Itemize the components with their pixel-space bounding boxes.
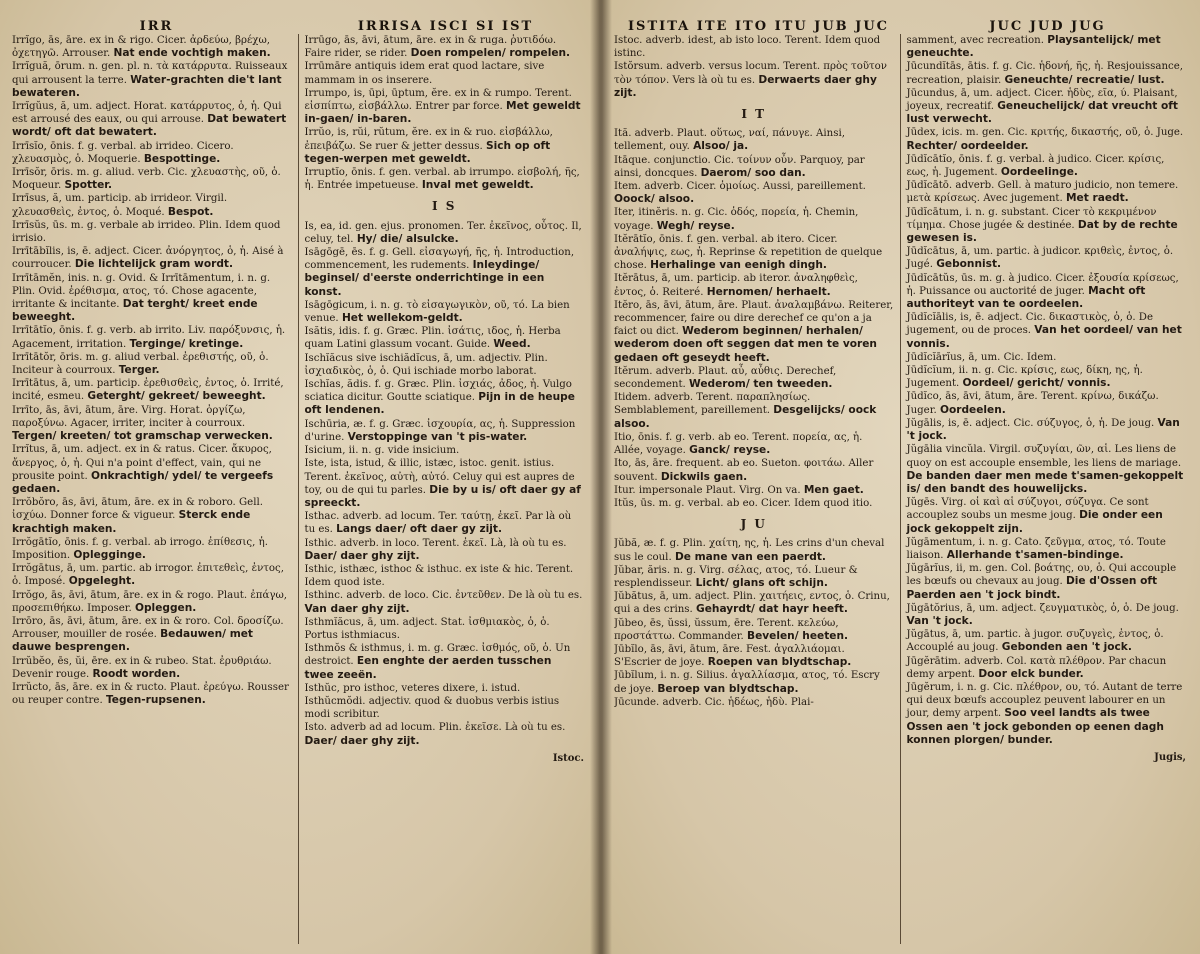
dictionary-entry	[12, 192, 292, 218]
entry-latin-french-text: Irrītātŏr, ōris. m. g. aliud verbal. ἐρεθιστής, οῦ, ὁ. Inciteur à courroux.	[12, 351, 269, 377]
entry-dutch-gloss: De mane van een paerdt.	[674, 550, 826, 563]
entry-dutch-gloss: Men gaet.	[803, 483, 864, 496]
dictionary-entry	[12, 100, 292, 140]
entry-latin-french-text: Irrītātĭo, ōnis. f. g. verb. ab irrito. Liv. παρόξυνσις, ἡ. Agacement, irritation.	[12, 325, 286, 350]
right-column-1	[614, 34, 900, 944]
entry-latin-french-text: Irrōro, ās, āvi, ātum, āre. ex in & roro. Col. δροσίζω. Arrouser, mouiller de rosée.	[12, 615, 284, 641]
entry-dutch-gloss: Inleydinge/ beginsel/ d'eerste onderrichtinge in een konst.	[304, 259, 545, 298]
entry-dutch-gloss: Dat terght/ kreet ende beweeght.	[12, 298, 258, 324]
entry-latin-french-text: Jūdĭcātus, ā, um. partic. à judicor. κριθεὶς, ἐντος, ὁ. Jugé.	[906, 246, 1174, 271]
entry-dutch-gloss: De banden daer men mede t'samen-gekoppelt is/ den bandt des houwelijcks.	[906, 469, 1184, 495]
dictionary-entry	[305, 537, 585, 563]
right-header-1: ISTITA ITE ITO ITU JUB JUC	[627, 19, 890, 34]
dictionary-entry	[12, 351, 292, 377]
dictionary-entry	[614, 272, 894, 298]
entry-dutch-gloss: Licht/ glans oft schijn.	[695, 576, 828, 589]
dictionary-entry	[12, 219, 292, 245]
dictionary-entry	[12, 60, 292, 100]
section-heading: J U	[740, 517, 767, 532]
entry-latin-french-text: Isthic, isthæc, isthoc & isthuc. ex iste & hic. Terent. Idem quod iste.	[304, 563, 574, 589]
dictionary-entry	[907, 179, 1187, 205]
dictionary-entry	[305, 325, 585, 351]
entry-dutch-gloss: Oplegginge.	[73, 548, 146, 561]
entry-dutch-gloss: Die by u is/ oft daer gy af spreeckt.	[304, 483, 581, 509]
dictionary-entry	[614, 180, 894, 206]
dictionary-entry	[614, 484, 894, 497]
dictionary-entry	[907, 443, 1187, 496]
entry-dutch-gloss: Geneuchelijck/ dat vreucht oft lust verwecht.	[906, 100, 1178, 126]
dictionary-entry	[614, 206, 894, 232]
entry-dutch-gloss: Alsoo/ ja.	[693, 140, 749, 153]
entry-latin-french-text: Isthŭcmŏdi. adjectiv. quod & duobus verbis istius modi scribitur.	[304, 695, 560, 721]
entry-dutch-gloss: Dickwils gaen.	[660, 470, 748, 483]
entry-dutch-gloss: Oordeelen.	[939, 403, 1006, 416]
entry-dutch-gloss: Bespottinge.	[143, 152, 221, 165]
dictionary-entry	[614, 299, 894, 365]
dictionary-entry	[12, 377, 292, 403]
entry-dutch-gloss: Daer/ daer ghy zijt.	[304, 734, 420, 747]
dictionary-entry	[907, 34, 1187, 60]
dictionary-entry	[907, 655, 1187, 681]
dictionary-entry	[305, 457, 585, 510]
entry-latin-french-text: Irrŏgātus, ā, um. partic. ab irrogor. ἐπιτεθεὶς, ἐντος, ὁ. Imposé.	[12, 563, 284, 588]
entry-latin-french-text: Jūcundus, ā, um. adject. Cicer. ἡδὺς, εῖα, ύ. Plaisant, joyeux, recreatif.	[906, 87, 1178, 113]
entry-dutch-gloss: Tegen-rupsenen.	[105, 694, 206, 707]
entry-latin-french-text: Irrītātus, ā, um. particip. ἐρεθισθεὶς, ἐντος, ὁ. Irrité, incité, esmeu.	[12, 378, 284, 403]
dictionary-entry	[305, 126, 585, 166]
dictionary-entry	[305, 60, 585, 86]
entry-dutch-gloss: Wegh/ reyse.	[656, 219, 735, 232]
entry-latin-french-text: Jŭgālis, is, ē. adject. Cic. σύζυγος, ὁ, ἡ. De joug.	[906, 417, 1155, 429]
entry-latin-french-text: Itŭs, ūs. m. g. verbal. ab eo. Cicer. Idem quod itio.	[614, 497, 873, 509]
entry-latin-french-text: Irrīsŭs, ūs. m. g. verbale ab irrideo. Plin. Idem quod irrisio.	[12, 219, 281, 245]
entry-latin-french-text: Jŭbeo, ēs, ŭssi, ŭssum, ēre. Terent. κελεύω, προστάττω. Commander.	[614, 617, 839, 642]
entry-latin-french-text: Isthic. adverb. in loco. Terent. ἐκεῖ. Là, là où tu es.	[304, 537, 567, 549]
dictionary-entry	[12, 166, 292, 192]
entry-latin-french-text: Ită. adverb. Plaut. οὕτως, ναί, πάνυγε. Ainsi, tellement, ouy.	[614, 128, 845, 153]
entry-latin-french-text: Irrŏbŏro, ās, āvi, ātum, āre. ex in & roboro. Gell. ἰσχύω. Donner force & vigueur.	[12, 497, 263, 522]
entry-latin-french-text: Ischūria, æ. f. g. Græc. ἰσχουρία, ας, ἡ. Suppression d'urine.	[304, 418, 576, 443]
entry-latin-french-text: Irrīto, ās, āvi, ātum, āre. Virg. Horat. ὀργίζω, παροξύνω. Agacer, irriter, inciter à courroux.	[12, 404, 246, 429]
right-running-head	[614, 8, 1192, 34]
entry-dutch-gloss: Onkrachtigh/ ydel/ te vergeefs gedaen.	[12, 469, 274, 495]
left-column-1	[12, 34, 298, 944]
dictionary-entry	[305, 166, 585, 192]
entry-latin-french-text: Isicium, ii. n. g. vide insicium.	[304, 445, 460, 457]
entry-latin-french-text: Irrŭo, is, rŭi, rŭtum, ĕre. ex in & ruo. εἰσβάλλω, ἐπειβάζω. Se ruer & jetter dessus.	[304, 127, 553, 152]
dictionary-entry	[907, 351, 1187, 364]
entry-latin-french-text: Jŭgālia vincŭla. Virgil. συζυγίαι, ῶν, αἱ. Les liens de quoy on est accouple ensemble, les liens de mariage.	[906, 444, 1182, 469]
entry-latin-french-text: Irrŏgo, ās, āvi, ātum, āre. ex in & rogo. Plaut. ἐπάγω, προσεπιθήκω. Imposer.	[12, 589, 288, 614]
dictionary-entry	[305, 378, 585, 418]
dictionary-entry	[614, 154, 894, 180]
entry-latin-french-text: Ischĭăcus sive ischiădĭcus, ā, um. adjectiv. Plin. ἰσχιαδικὸς, ὁ, ὁ. Qui ischiade morbo laborat.	[304, 352, 548, 377]
entry-dutch-gloss: Doen rompelen/ rompelen.	[410, 47, 571, 60]
entry-latin-french-text: Isthinc. adverb. de loco. Cic. ἐντεῦθεν. De là où tu es.	[304, 590, 583, 602]
dictionary-entry	[305, 34, 585, 60]
dictionary-entry	[614, 537, 894, 563]
entry-latin-french-text: Jŭgātus, ā, um. partic. à jugor. συζυγεὶς, ἐντος, ὁ. Accouplé au joug.	[906, 629, 1164, 654]
dictionary-entry	[12, 655, 292, 681]
dictionary-entry	[907, 245, 1187, 271]
section-heading: I S	[432, 199, 457, 214]
dictionary-entry	[12, 272, 292, 325]
dictionary-entry	[305, 418, 585, 444]
dictionary-entry	[907, 390, 1187, 416]
dictionary-entry	[305, 695, 585, 721]
entry-latin-french-text: Jūdĭco, ās, āvi, ātum, āre. Terent. κρίνω, δικάζω. Juger.	[906, 391, 1159, 416]
entry-latin-french-text: Itidem. adverb. Terent. παραπλησίως. Semblablement, pareillement.	[614, 392, 811, 417]
entry-latin-french-text: Irrūgo, ās, āvi, ātum, āre. ex in & ruga. ῥυτιδόω. Faire rider, se rider.	[304, 35, 557, 60]
dictionary-entry	[305, 721, 585, 747]
entry-dutch-gloss: Spotter.	[64, 179, 113, 192]
entry-dutch-gloss: Verstoppinge van 't pis-water.	[347, 430, 528, 443]
dictionary-entry	[614, 696, 894, 709]
entry-dutch-gloss: Gebonnist.	[936, 258, 1002, 271]
dictionary-entry	[614, 233, 894, 273]
entry-latin-french-text: Jūgĕrum, i. n. g. Cic. πλέθρον, ου, τό. Autant de terre qui deux bœufs accouplez peuvent labourer en un jour, demy arpent.	[906, 681, 1183, 720]
dictionary-entry	[305, 87, 585, 127]
dictionary-entry	[12, 34, 292, 60]
entry-dutch-gloss: Allerhande t'samen-bindinge.	[946, 548, 1124, 561]
dictionary-entry	[614, 617, 894, 643]
dictionary-entry	[12, 681, 292, 707]
entry-latin-french-text: samment, avec recreation.	[906, 35, 1044, 46]
left-catchword: Istoc.	[552, 752, 584, 764]
entry-latin-french-text: Isāgōgē, ēs. f. g. Gell. εἰσαγωγή, ῆς, ἡ. Introduction, commencement, les rudements.	[304, 247, 575, 272]
entry-latin-french-text: Irrĭtus, ā, um. adject. ex in & ratus. Cicer. ἄκυρος, ἄνεργος, ὁ, ἡ. Qui n'a point d'effect, vain, qui ne prousite point.	[12, 444, 272, 482]
right-catchword: Jugis,	[1154, 751, 1186, 763]
entry-latin-french-text: Itĕro, ās, āvi, ātum, āre. Plaut. ἀναλαμβάνω. Reiterer, recommencer, faire ou dire derechef ce qu'on a ja faict ou dict.	[614, 299, 894, 338]
entry-dutch-gloss: Met raedt.	[1066, 192, 1129, 205]
right-page	[596, 0, 1200, 954]
entry-dutch-gloss: Hy/ die/ alsulcke.	[356, 232, 459, 245]
entry-dutch-gloss: Hernomen/ herhaelt.	[706, 285, 831, 298]
entry-latin-french-text: Jūcundĭtās, ātis. f. g. Cic. ἡδονή, ῆς, ἡ. Resjouissance, recreation, plaisir.	[906, 61, 1183, 86]
entry-latin-french-text: Itio, ōnis. f. g. verb. ab eo. Terent. πορεία, ας, ἡ. Allée, voyage.	[614, 431, 863, 457]
entry-latin-french-text: Itĕrum. adverb. Plaut. αὖ, αὖθις. Derechef, secondement.	[614, 365, 837, 391]
dictionary-entry	[12, 245, 292, 271]
entry-latin-french-text: Isătis, idis. f. g. Græc. Plin. ἰσάτις, ιδος, ἡ. Herba quam Latini glassum vocant. Guide.	[304, 326, 561, 351]
entry-latin-french-text: Isāgōgicum, i. n. g. τὸ εἰσαγωγικὸν, οῦ, τό. La bien venue.	[304, 299, 570, 325]
entry-dutch-gloss: Die d'Ossen oft Paerden aen 't jock bindt.	[906, 575, 1158, 601]
entry-latin-french-text: Jŭgāmentum, i. n. g. Cato. ζεῦγμα, ατος, τό. Toute liaison.	[906, 536, 1166, 561]
entry-latin-french-text: Irrītāmĕn, inis. n. g. Ovid. & Irrītāmentum, i. n. g. Plin. Ovid. ἐρέθισμα, ατος, τό. Chose agacente, irritante & incitante.	[12, 272, 271, 311]
entry-latin-french-text: Iter, itinĕris. n. g. Cic. ὁδός, πορεία, ἡ. Chemin, voyage.	[614, 207, 859, 232]
entry-latin-french-text: Jŭgātŏrius, ā, um. adject. ζευγματικὸς, ὁ, ὁ. De joug.	[906, 602, 1179, 614]
dictionary-entry	[614, 497, 894, 510]
dictionary-entry	[305, 682, 585, 695]
entry-dutch-gloss: Roepen van blydtschap.	[707, 656, 852, 669]
entry-dutch-gloss: Daerom/ soo dan.	[700, 166, 806, 179]
entry-dutch-gloss: Wederom/ ten tweeden.	[689, 378, 833, 391]
entry-latin-french-text: Itur. impersonale Plaut. Virg. On va.	[614, 484, 801, 496]
dictionary-entry	[614, 60, 894, 100]
dictionary-entry	[907, 126, 1187, 152]
entry-latin-french-text: Jūcunde. adverb. Cic. ἡδέως, ἡδὺ. Plai-	[614, 696, 814, 708]
dictionary-entry	[305, 352, 585, 378]
entry-latin-french-text: Jūbĭlum, i. n. g. Silius. ἀγαλλίασμα, ατος, τό. Escry de joye.	[614, 670, 880, 695]
entry-latin-french-text: Irruptĭo, ōnis. f. gen. verbal. ab irrumpo. εἰσβολή, ῆς, ἡ. Entrée impetueuse.	[304, 167, 580, 192]
entry-dutch-gloss: Ganck/ reyse.	[689, 444, 771, 457]
entry-latin-french-text: Isthac. adverb. ad locum. Ter. ταύτῃ, ἐκεῖ. Par là où tu es.	[304, 511, 572, 536]
entry-latin-french-text: Itāque. conjunctio. Cic. τοίνυν οὖν. Parquoy, par ainsi, doncques.	[614, 154, 865, 179]
left-header-1: IRR	[139, 19, 174, 34]
entry-latin-french-text: Jūbĭlo, ās, āvi, ātum, āre. Fest. ἀγαλλιάομαι. S'Escrier de joye.	[614, 643, 845, 669]
dictionary-entry	[907, 60, 1187, 86]
entry-latin-french-text: Jŭgārĭus, ii, m. gen. Col. βοάτης, ου, ὁ. Qui accouple les bœufs ou chevaux au joug.	[906, 563, 1177, 588]
entry-dutch-gloss: Langs daer/ oft daer gy zijt.	[336, 523, 503, 536]
entry-latin-french-text: Irrŭcto, ās, āre. ex in & ructo. Plaut. ἐρεύγω. Rousser ou reuper contre.	[12, 681, 289, 707]
left-column-2	[298, 34, 591, 944]
entry-dutch-gloss: Die onder een jock gekoppelt zijn.	[906, 509, 1163, 535]
entry-dutch-gloss: Roodt worden.	[92, 667, 181, 680]
entry-dutch-gloss: Dat by de rechte gewesen is.	[906, 218, 1178, 245]
entry-dutch-gloss: Van het oordeel/ van het vonnis.	[906, 324, 1182, 350]
entry-latin-french-text: Irrĭgo, ās, āre. ex in & rigo. Cicer. ἀρδεύω, βρέχω, ὀχετηγῶ. Arrouser.	[12, 35, 270, 60]
dictionary-entry	[614, 127, 894, 153]
entry-dutch-gloss: Gehayrdt/ dat hayr heeft.	[696, 603, 848, 616]
entry-latin-french-text: Isthmĭăcus, ā, um. adject. Stat. ἰσθμιακὸς, ὁ, ὁ. Portus isthmiacus.	[304, 616, 550, 641]
dictionary-entry	[907, 562, 1187, 602]
dictionary-entry	[12, 140, 292, 166]
dictionary-entry	[305, 246, 585, 299]
entry-dutch-gloss: Bevelen/ heeten.	[747, 629, 849, 642]
dictionary-entry	[614, 365, 894, 391]
dictionary-entry	[907, 272, 1187, 312]
left-running-head	[12, 8, 590, 34]
dictionary-entry	[907, 417, 1187, 443]
entry-latin-french-text: Irrŭbĕo, ēs, ŭi, ēre. ex in & rubeo. Stat. ἐρυθριάω. Devenir rouge.	[12, 655, 272, 680]
left-header-2: IRRISA ISCI SI IST	[357, 19, 534, 34]
entry-latin-french-text: Istoc. adverb. idest, ab isto loco. Terent. Idem quod istinc.	[614, 35, 881, 60]
entry-dutch-gloss: Gebonden aen 't jock.	[1001, 641, 1132, 654]
entry-dutch-gloss: Soo veel landts als twee Ossen aen 't jock gebonden op eenen dagh konnen plorgen/ bunder.	[906, 707, 1164, 746]
entry-latin-french-text: Irrŏgātĭo, ōnis. f. g. verbal. ab irrogo. ἐπίθεσις, ἡ. Imposition.	[12, 536, 268, 561]
entry-dutch-gloss: Geterght/ gekreet/ beweeght.	[87, 390, 266, 403]
entry-latin-french-text: Isthŭc, pro isthoc, veteres dixere, i. istud.	[304, 682, 521, 694]
dictionary-entry	[12, 404, 292, 444]
entry-dutch-gloss: Van daer ghy zijt.	[304, 602, 410, 615]
left-page	[0, 0, 596, 954]
entry-latin-french-text: Jūdĭcĭārĭus, ā, um. Cic. Idem.	[906, 351, 1057, 363]
entry-latin-french-text: Jūdĭcātŭs, ūs. m. g. à judico. Cicer. ἐξουσία κρίσεως, ἡ. Puissance ou auctorité de juger.	[906, 272, 1179, 297]
entry-dutch-gloss: Pijn in de heupe oft lendenen.	[304, 391, 575, 417]
entry-dutch-gloss: Beroep van blydtschap.	[657, 682, 799, 695]
dictionary-entry	[907, 153, 1187, 179]
entry-dutch-gloss: Met geweldt in-gaen/ in-baren.	[304, 100, 581, 126]
entry-dutch-gloss: Oordeelinge.	[1000, 166, 1078, 179]
entry-latin-french-text: Irrīsus, ă, um. particip. ab irrideor. Virgil. χλευασθεὶς, ἐντος, ὁ. Moqué.	[12, 193, 228, 218]
entry-latin-french-text: Jŭbar, ăris. n. g. Virg. σέλας, ατος, τό. Lueur & resplendisseur.	[614, 564, 858, 589]
entry-dutch-gloss: Terginge/ kretinge.	[129, 337, 244, 350]
dictionary-entry	[305, 220, 585, 246]
entry-dutch-gloss: Door elck bunder.	[978, 667, 1084, 680]
entry-dutch-gloss: Rechter/ oordeelder.	[906, 139, 1029, 152]
entry-dutch-gloss: Derwaerts daer ghy zijt.	[614, 73, 877, 99]
entry-dutch-gloss: Opgeleght.	[68, 575, 136, 588]
entry-latin-french-text: Irrītābĭlis, is, ē. adject. Cicer. ἀνόργητος, ὁ, ἡ. Aisé à courroucer.	[12, 246, 284, 271]
entry-latin-french-text: Itĕrātus, ā, um. particip. ab iteror. ἀναληφθεὶς, ἐντος, ὁ. Reiteré.	[614, 273, 858, 298]
dictionary-entry	[614, 590, 894, 616]
entry-latin-french-text: Jŭgēs. Virg. οἱ καὶ αἱ σύζυγοι, σύζυγα. Ce sont accouplez soubs un mesme joug.	[906, 497, 1149, 522]
dictionary-entry	[12, 562, 292, 588]
entry-latin-french-text: Irrīsĭo, ōnis. f. g. verbal. ab irrideo. Cicero. χλευασμὸς, ὁ. Moquerie.	[12, 140, 234, 165]
entry-dutch-gloss: Daer/ daer ghy zijt.	[304, 549, 420, 562]
entry-latin-french-text: Jūdĭcātĭo, ōnis. f. g. verbal. à judico. Cicer. κρίσις, εως, ἡ. Jugement.	[906, 153, 1165, 179]
entry-latin-french-text: Ischĭas, ădis. f. g. Græc. Plin. ἰσχιάς, ἀδος, ἡ. Vulgo sciatica dicitur. Goutte sciatique.	[304, 379, 572, 404]
dictionary-entry	[614, 643, 894, 669]
dictionary-entry	[614, 34, 894, 60]
dictionary-entry	[305, 642, 585, 682]
entry-dutch-gloss: Wederom beginnen/ herhalen/ wederom doen oft seggen dat men te voren gedaen oft geseydt heeft.	[614, 325, 877, 364]
dictionary-entry	[614, 391, 894, 431]
dictionary-entry	[305, 299, 585, 325]
entry-dutch-gloss: Van 't jock.	[906, 416, 1180, 443]
entry-latin-french-text: Irrĭgŭus, ă, um. adject. Horat. κατάρρυτος, ὁ, ἡ. Qui est arrousé des eaux, ou qui arrouse.	[12, 101, 282, 126]
dictionary-entry	[305, 616, 585, 642]
entry-dutch-gloss: Water-grachten die't lant bewateren.	[12, 73, 282, 99]
entry-dutch-gloss: Bespot.	[167, 205, 214, 218]
entry-dutch-gloss: Sich op oft tegen-werpen met geweldt.	[304, 139, 551, 165]
dictionary-entry	[907, 364, 1187, 390]
dictionary-entry	[12, 496, 292, 536]
entry-latin-french-text: Ito, ās, āre. frequent. ab eo. Sueton. φοιτάω. Aller souvent.	[614, 458, 874, 483]
dictionary-entry	[907, 536, 1187, 562]
entry-dutch-gloss: Oordeel/ gericht/ vonnis.	[962, 377, 1111, 390]
entry-latin-french-text: Is, ea, id. gen. ejus. pronomen. Ter. ἐκεῖνος, οὗτος. Il, celuy, tel.	[304, 220, 582, 245]
entry-latin-french-text: Jūgĕrātim. adverb. Col. κατὰ πλέθρον. Par chacun demy arpent.	[906, 655, 1167, 680]
entry-dutch-gloss: Het wellekom-geldt.	[341, 312, 463, 325]
dictionary-entry	[614, 431, 894, 457]
entry-latin-french-text: Istŏrsum. adverb. versus locum. Terent. πρὸς τοῦτον τὸν τόπον. Vers là où tu es.	[614, 61, 887, 86]
entry-latin-french-text: Itĕrātĭo, ōnis. f. gen. verbal. ab itero. Cicer. ἀναλήψις, εως, ἡ. Reprinse & repetition de quelque chose.	[614, 233, 883, 272]
dictionary-entry	[12, 324, 292, 350]
entry-dutch-gloss: Sterck ende krachtigh maken.	[12, 509, 251, 535]
entry-dutch-gloss: Een enghte der aerden tusschen twee zeeën.	[304, 655, 552, 681]
entry-latin-french-text: Irrumpo, is, ūpi, ūptum, ĕre. ex in & rumpo. Terent. εἰσπίπτω, εἰσβάλλω. Entrer par force.	[304, 87, 572, 113]
entry-latin-french-text: Item. adverb. Cicer. ὁμοίως. Aussi, pareillement.	[614, 181, 866, 193]
entry-dutch-gloss: Ooock/ alsoo.	[614, 193, 695, 206]
entry-latin-french-text: Irrīsŏr, ōris. m. g. aliud. verb. Cic. χλευαστὴς, οῦ, ὁ. Moqueur.	[12, 167, 281, 192]
entry-latin-french-text: Iste, ista, istud, & illic, istæc, istoc. genit. istius. Terent. ἐκεῖνος, αὐτὴ, αὐτό. Celuy qui est aupres de toy, ou de qui tu parles.	[304, 458, 575, 496]
entry-dutch-gloss: Bedauwen/ met dauwe besprengen.	[12, 628, 254, 654]
entry-latin-french-text: Jūdĭcātō. adverb. Gell. à maturo judicio, non temere. μετὰ κρίσεως. Avec jugement.	[906, 180, 1179, 205]
dictionary-entry	[12, 615, 292, 655]
dictionary-entry	[305, 563, 585, 589]
entry-latin-french-text: Irrĭguă, ōrum. n. gen. pl. n. τὰ κατάρρυτα. Ruisseaux qui arrousent la terre.	[12, 61, 288, 86]
entry-latin-french-text: Jūdĭcĭum, ii. n. g. Cic. κρίσις, εως, δίκη, ης, ἡ. Jugement.	[906, 365, 1143, 390]
entry-dutch-gloss: Van 't jock.	[906, 614, 973, 627]
entry-dutch-gloss: Macht oft authoriteyt van te oordeelen.	[906, 284, 1146, 311]
entry-latin-french-text: Jūdex, icis. m. gen. Cic. κριτής, δικαστής, οῦ, ὁ. Juge.	[906, 127, 1184, 139]
dictionary-entry	[305, 444, 585, 457]
entry-dutch-gloss: Herhalinge van eenigh dingh.	[650, 259, 827, 272]
entry-latin-french-text: Jūdĭcātum, i. n. g. substant. Cicer τὸ κεκριμένον τίμημα. Chose jugée & destinée.	[906, 206, 1157, 231]
right-header-2: JUC JUD JUG	[989, 19, 1106, 34]
dictionary-entry	[907, 681, 1187, 747]
entry-latin-french-text: Isthmŏs & isthmus, i. m. g. Græc. ἰσθμός, οῦ, ὁ. Un destroict.	[304, 643, 571, 668]
dictionary-entry	[614, 457, 894, 483]
entry-dutch-gloss: Tergen/ kreeten/ tot gramschap verwecken.	[12, 430, 273, 443]
dictionary-entry	[907, 602, 1187, 628]
dictionary-entry	[305, 589, 585, 615]
dictionary-entry	[907, 496, 1187, 536]
entry-latin-french-text: Irrūmāre antiquis idem erat quod lactare, sive mammam in os inserere.	[304, 61, 545, 86]
dictionary-entry	[12, 536, 292, 562]
entry-dutch-gloss: Die lichtelijck gram wordt.	[74, 258, 233, 271]
entry-dutch-gloss: Playsantelijck/ met geneuchte.	[906, 34, 1161, 60]
dictionary-entry	[907, 87, 1187, 127]
entry-dutch-gloss: Nat ende vochtigh maken.	[113, 47, 271, 60]
entry-latin-french-text: Jūdĭcĭālis, is, ē. adject. Cic. δικαστικὸς, ὁ, ὁ. De jugement, ou de proces.	[906, 312, 1154, 337]
entry-latin-french-text: Jŭbătus, ā, um. adject. Plin. χαιτήεις, εντος, ὁ. Crinu, qui a des crins.	[614, 591, 890, 616]
entry-latin-french-text: Isto. adverb ad ad locum. Plin. ἐκεῖσε. Là où tu es.	[304, 722, 566, 734]
dictionary-entry	[614, 669, 894, 695]
dictionary-entry	[907, 628, 1187, 654]
right-column-2	[900, 34, 1193, 944]
section-heading: I T	[741, 107, 767, 122]
dictionary-entry	[12, 589, 292, 615]
entry-dutch-gloss: Geneuchte/ recreatie/ lust.	[1004, 73, 1165, 86]
entry-dutch-gloss: Desgelijcks/ oock alsoo.	[614, 404, 877, 430]
entry-dutch-gloss: Terger.	[118, 364, 160, 377]
dictionary-entry	[12, 443, 292, 496]
dictionary-entry	[907, 206, 1187, 246]
entry-dutch-gloss: Inval met geweldt.	[421, 179, 534, 192]
entry-dutch-gloss: Weed.	[493, 338, 531, 351]
dictionary-entry	[614, 564, 894, 590]
dictionary-entry	[305, 510, 585, 536]
entry-latin-french-text: Jŭbă, æ. f. g. Plin. χαίτη, ης, ἡ. Les crins d'un cheval sus le coul.	[614, 538, 885, 563]
dictionary-entry	[907, 311, 1187, 351]
entry-dutch-gloss: Dat bewatert wordt/ oft dat bewatert.	[12, 113, 287, 139]
entry-dutch-gloss: Opleggen.	[134, 601, 197, 614]
